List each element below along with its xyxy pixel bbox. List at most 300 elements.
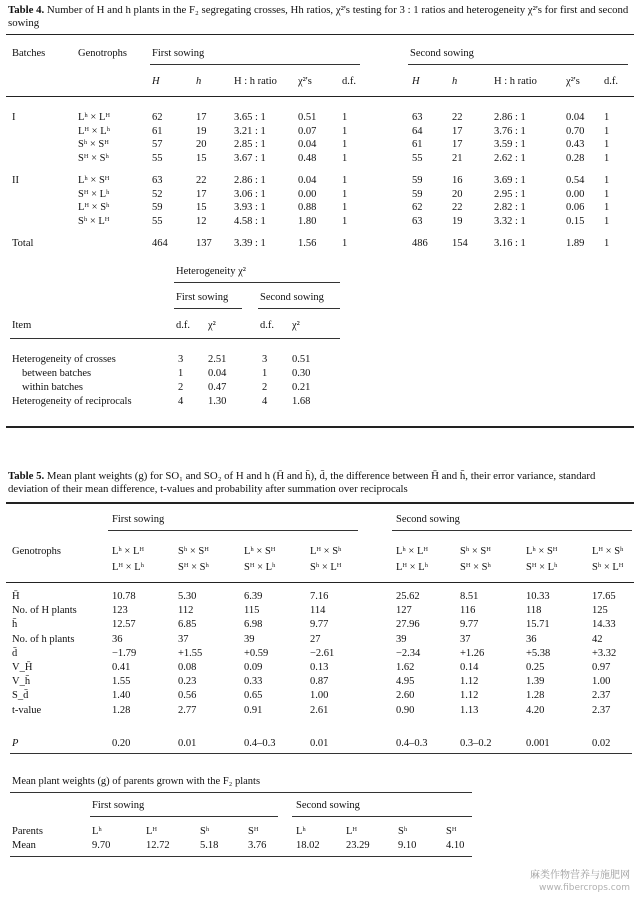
t4-first-cell: 57 [152, 139, 163, 151]
t5-row-label: S_d̄ [12, 690, 29, 702]
t4-first-cell: 1 [342, 215, 348, 227]
t5-cell: 123 [112, 605, 128, 617]
t4-total-label: Total [12, 238, 34, 249]
t5-cell: 0.90 [396, 704, 415, 716]
het-title-underline [174, 282, 340, 283]
table5-caption [8, 470, 632, 496]
het-chi-header-1: χ² [208, 320, 216, 331]
t5-genotroph-top: Lʰ × Lᴴ [396, 546, 428, 557]
t4-first-cell: 3.65 : 1 [234, 112, 266, 123]
t5-genotroph-bottom: Sᴴ × Sʰ [460, 562, 491, 573]
t4-total-first: 464 [152, 238, 168, 249]
parent-name: Lʰ [92, 826, 102, 837]
t5-second-underline [392, 530, 632, 531]
t5-cell: 1.00 [310, 690, 329, 702]
t5-cell: 1.40 [112, 690, 131, 702]
t4-first-cell: 0.88 [298, 202, 317, 214]
t5-cell: 36 [112, 633, 123, 645]
t5-p-cell: 0.3–0.2 [460, 738, 492, 749]
table4-header-rule [6, 96, 634, 97]
parents-first-sowing: First sowing [92, 800, 145, 811]
t4-second-cell: 1 [604, 139, 610, 151]
t5-cell: 116 [460, 605, 476, 617]
t4-first-cell: 62 [152, 112, 163, 123]
t4-second-cell: 16 [452, 174, 463, 186]
t4-total-second: 154 [452, 238, 468, 249]
t4-first-cell: 4.58 : 1 [234, 215, 266, 227]
mean-row-label: Mean [12, 840, 36, 851]
het-cell: 0.04 [208, 368, 227, 379]
t4-total-second: 3.16 : 1 [494, 238, 526, 249]
t4-first-cell: 61 [152, 125, 163, 137]
t4-first-cell: 2.86 : 1 [234, 174, 266, 186]
parent-name: Sᴴ [248, 826, 259, 837]
t4-second-cell: 63 [412, 215, 423, 227]
t5-genotroph-top: Lᴴ × Sʰ [592, 546, 624, 557]
t5-cell: 1.28 [526, 690, 545, 702]
t4-first-cell: 20 [196, 139, 207, 151]
t5-cell: 10.78 [112, 591, 136, 602]
t5-cell: 6.39 [244, 591, 263, 602]
t5-row-label: H̄ [12, 591, 20, 602]
het-row-label: between batches [22, 368, 92, 379]
t4-header-first-sowing: First sowing [152, 48, 205, 59]
t5-cell: 2.37 [592, 704, 611, 716]
t4-second-cell: 2.62 : 1 [494, 153, 526, 165]
t4-second-cell: 55 [412, 153, 423, 165]
t4-first-cell: 0.04 [298, 174, 317, 186]
t5-cell: 114 [310, 605, 326, 617]
t5-cell: 0.87 [310, 676, 329, 688]
t5-first-underline [108, 530, 358, 531]
table5-caption-text: Mean plant weights (g) for SO₁ and SO₂ of H and h (H̄ and h̄), d̄, the difference between H̄ and h̄, their error variance, standard deviation of their mean difference, t-values and probability after summation over reciprocals [8, 470, 596, 495]
t5-cell: 2.37 [592, 690, 611, 702]
t5-genotroph-bottom: Sʰ × Lᴴ [592, 562, 624, 573]
t5-p-cell: 0.4–0.3 [396, 738, 428, 749]
t4-second-cell: 17 [452, 125, 463, 137]
het-cell: 2.51 [208, 354, 227, 365]
t5-cell: 6.98 [244, 619, 263, 631]
t4-col-second-2: H : h ratio [494, 76, 537, 87]
t4-first-cell: 1 [342, 112, 348, 123]
t5-cell: 118 [526, 605, 542, 617]
t4-first-cell: 17 [196, 112, 207, 123]
t5-cell: −1.79 [112, 647, 137, 659]
t4-first-cell: 17 [196, 188, 207, 200]
het-cell: 3 [178, 354, 184, 365]
t5-genotroph-bottom: Sʰ × Lᴴ [310, 562, 342, 573]
t5-cell: 39 [396, 633, 407, 645]
t4-first-cell: 19 [196, 125, 207, 137]
t4-first-cell: 1 [342, 188, 348, 200]
t4-second-cell: 3.32 : 1 [494, 215, 526, 227]
t4-second-cell: 1 [604, 188, 610, 200]
t5-cell: 10.33 [526, 591, 550, 602]
t4-first-cell: 22 [196, 174, 207, 186]
het-cell: 2 [178, 382, 184, 393]
t4-second-cell: 0.70 [566, 125, 585, 137]
t5-cell: 0.13 [310, 662, 329, 673]
t4-second-cell: 0.54 [566, 174, 585, 186]
t5-cell: 4.20 [526, 704, 545, 716]
table5-label: Table 5. [8, 470, 45, 482]
t4-second-underline [408, 64, 628, 65]
t5-cell: 6.85 [178, 619, 197, 631]
t4-first-cell: 0.00 [298, 188, 317, 200]
het-df-header-2: d.f. [260, 320, 274, 331]
t4-col-second-3: χ²'s [566, 76, 580, 87]
parents-title: Mean plant weights (g) of parents grown with the F₂ plants [12, 776, 261, 787]
t5-cell: 9.77 [460, 619, 479, 631]
parents-row-label: Parents [12, 826, 43, 837]
het-cell: 1.30 [208, 396, 227, 407]
t5-genotroph-bottom: Sᴴ × Lʰ [244, 562, 276, 573]
parent-mean: 12.72 [146, 840, 170, 851]
watermark-line2: www.fibercrops.com [539, 883, 630, 893]
t5-cell: 17.65 [592, 591, 616, 602]
t5-cell: 1.13 [460, 704, 479, 716]
t4-genotroph: Sᴴ × Lʰ [78, 188, 110, 200]
t4-second-cell: 3.76 : 1 [494, 125, 526, 137]
t4-batch-label: I [12, 112, 16, 123]
t5-cell: +5.38 [526, 647, 551, 659]
parent-mean: 3.76 [248, 840, 267, 851]
het-cell: 0.21 [292, 382, 311, 393]
het-cell: 0.51 [292, 354, 311, 365]
het-cell: 3 [262, 354, 268, 365]
t5-row-label: No. of H plants [12, 605, 77, 617]
t4-second-cell: 1 [604, 174, 610, 186]
het-cell: 4 [178, 396, 184, 407]
parent-name: Lᴴ [146, 826, 158, 837]
t4-second-cell: 0.15 [566, 215, 585, 227]
t5-cell: 0.14 [460, 662, 479, 673]
t5-p-cell: 0.02 [592, 738, 611, 749]
t4-first-cell: 3.67 : 1 [234, 153, 266, 165]
t5-header-second-sowing: Second sowing [396, 514, 460, 525]
t4-first-cell: 0.51 [298, 112, 317, 123]
t4-first-cell: 12 [196, 215, 207, 227]
t4-second-cell: 3.69 : 1 [494, 174, 526, 186]
t4-second-cell: 0.04 [566, 112, 585, 123]
t4-first-cell: 52 [152, 188, 163, 200]
parents-second-sowing: Second sowing [296, 800, 360, 811]
t4-total-first: 1 [342, 238, 348, 249]
t4-total-first: 3.39 : 1 [234, 238, 266, 249]
t5-cell: 15.71 [526, 619, 550, 631]
parent-mean: 18.02 [296, 840, 320, 851]
t4-second-cell: 21 [452, 153, 463, 165]
t4-genotroph: Lᴴ × Sʰ [78, 202, 110, 214]
watermark-line1: 麻类作物营养与施肥网 [530, 870, 630, 881]
t4-first-underline [150, 64, 360, 65]
t5-cell: 25.62 [396, 591, 420, 602]
parent-name: Sᴴ [446, 826, 457, 837]
t5-cell: 2.61 [310, 704, 329, 716]
t4-col-second-0: H [412, 76, 420, 87]
t5-genotroph-bottom: Lᴴ × Lʰ [396, 562, 428, 573]
t5-cell: 127 [396, 605, 412, 617]
t5-genotroph-top: Lᴴ × Sʰ [310, 546, 342, 557]
table4-label: Table 4. [8, 4, 45, 16]
t4-second-cell: 17 [452, 139, 463, 151]
het-cell: 1.68 [292, 396, 311, 407]
t4-genotroph: Lʰ × Sᴴ [78, 174, 110, 186]
het-header-rule [10, 338, 340, 339]
het-cell: 4 [262, 396, 268, 407]
t5-cell: 0.97 [592, 662, 611, 673]
t5-genotroph-top: Lʰ × Sᴴ [244, 546, 276, 557]
t4-second-cell: 22 [452, 202, 463, 214]
t5-cell: 4.95 [396, 676, 415, 688]
parent-mean: 23.29 [346, 840, 370, 851]
t5-cell: 5.30 [178, 591, 197, 602]
t4-second-cell: 20 [452, 188, 463, 200]
t4-second-cell: 0.00 [566, 188, 585, 200]
parents-first-underline [90, 816, 278, 817]
t4-first-cell: 3.21 : 1 [234, 125, 266, 137]
t4-total-first: 1.56 [298, 238, 317, 249]
t5-row-label: No. of h plants [12, 633, 75, 645]
t5-p-cell: 0.001 [526, 738, 550, 749]
t4-second-cell: 1 [604, 215, 610, 227]
t5-cell: 9.77 [310, 619, 329, 631]
het-title: Heterogeneity χ² [176, 266, 246, 277]
watermark [530, 870, 630, 894]
parent-name: Sʰ [398, 826, 408, 837]
t5-cell: 2.60 [396, 690, 415, 702]
t5-cell: 8.51 [460, 591, 479, 602]
t5-cell: +1.26 [460, 647, 485, 659]
het-df-header-1: d.f. [176, 320, 190, 331]
t4-second-cell: 22 [452, 112, 463, 123]
t4-second-cell: 0.43 [566, 139, 585, 151]
t5-cell: 2.77 [178, 704, 197, 716]
t5-cell: 0.23 [178, 676, 197, 688]
t5-cell: −2.34 [396, 647, 421, 659]
t5-cell: 1.62 [396, 662, 415, 673]
t4-second-cell: 2.82 : 1 [494, 202, 526, 214]
t4-first-cell: 63 [152, 174, 163, 186]
t4-second-cell: 1 [604, 125, 610, 137]
t4-second-cell: 2.86 : 1 [494, 112, 526, 123]
t4-col-first-1: h [196, 76, 202, 87]
t5-cell: 112 [178, 605, 194, 617]
t4-second-cell: 3.59 : 1 [494, 139, 526, 151]
t5-cell: 0.56 [178, 690, 197, 702]
t5-cell: 39 [244, 633, 255, 645]
t5-cell: 14.33 [592, 619, 616, 631]
t4-total-second: 486 [412, 238, 428, 249]
t4-first-cell: 55 [152, 153, 163, 165]
het-first-underline [174, 308, 242, 309]
het-chi-header-2: χ² [292, 320, 300, 331]
t5-cell: 1.12 [460, 676, 479, 688]
t5-cell: 37 [460, 633, 471, 645]
t5-cell: 27 [310, 633, 321, 645]
t4-header-batches: Batches [12, 48, 46, 59]
t4-first-cell: 1 [342, 174, 348, 186]
t4-second-cell: 19 [452, 215, 463, 227]
het-row-label: within batches [22, 382, 83, 393]
t4-first-cell: 0.48 [298, 153, 317, 165]
t4-first-cell: 3.06 : 1 [234, 188, 266, 200]
t4-first-cell: 15 [196, 153, 207, 165]
t4-total-second: 1 [604, 238, 610, 249]
t4-header-second-sowing: Second sowing [410, 48, 474, 59]
t5-row-label: h̄ [12, 619, 18, 631]
parent-name: Sʰ [200, 826, 210, 837]
t5-cell: 36 [526, 633, 537, 645]
t5-header-genotrophs: Genotrophs [12, 546, 61, 557]
table4-top-rule [6, 34, 634, 35]
t5-cell: 1.28 [112, 704, 131, 716]
t5-genotroph-bottom: Sᴴ × Lʰ [526, 562, 558, 573]
t4-second-cell: 2.95 : 1 [494, 188, 526, 200]
t4-second-cell: 62 [412, 202, 423, 214]
parent-mean: 9.10 [398, 840, 417, 851]
het-item-header: Item [12, 320, 32, 331]
parents-top-rule [10, 792, 472, 793]
t4-second-cell: 64 [412, 125, 423, 137]
t5-row-label: t-value [12, 704, 42, 716]
t5-cell: 0.33 [244, 676, 263, 688]
t4-second-cell: 61 [412, 139, 423, 151]
parent-name: Lʰ [296, 826, 306, 837]
t4-first-cell: 55 [152, 215, 163, 227]
t4-second-cell: 1 [604, 112, 610, 123]
t5-cell: 125 [592, 605, 608, 617]
table4-bottom-rule [6, 426, 634, 428]
t4-genotroph: Sʰ × Lᴴ [78, 215, 110, 227]
t5-cell: −2.61 [310, 647, 335, 659]
t4-genotroph: Lʰ × Lᴴ [78, 112, 110, 123]
t5-cell: 0.41 [112, 662, 131, 673]
het-row-label: Heterogeneity of reciprocals [12, 396, 132, 407]
t5-cell: 12.57 [112, 619, 136, 631]
t4-first-cell: 1 [342, 125, 348, 137]
het-cell: 0.47 [208, 382, 227, 393]
t5-cell: 1.00 [592, 676, 611, 688]
t4-second-cell: 1 [604, 153, 610, 165]
t4-first-cell: 0.07 [298, 125, 317, 137]
t4-second-cell: 59 [412, 188, 423, 200]
t4-col-second-4: d.f. [604, 76, 618, 87]
t5-genotroph-top: Sʰ × Sᴴ [460, 546, 491, 557]
t5-p-cell: 0.4–0.3 [244, 738, 276, 749]
t4-first-cell: 2.85 : 1 [234, 139, 266, 151]
t5-cell: 1.55 [112, 676, 131, 688]
t4-second-cell: 0.06 [566, 202, 585, 214]
t5-cell: 27.96 [396, 619, 420, 631]
t4-second-cell: 1 [604, 202, 610, 214]
t4-total-second: 1.89 [566, 238, 585, 249]
t5-cell: 0.25 [526, 662, 545, 673]
het-cell: 2 [262, 382, 268, 393]
t4-col-first-0: H [152, 76, 160, 87]
parent-mean: 4.10 [446, 840, 465, 851]
t4-col-first-4: d.f. [342, 76, 356, 87]
t4-first-cell: 1 [342, 202, 348, 214]
t5-header-first-sowing: First sowing [112, 514, 165, 525]
t5-p-cell: 0.01 [310, 738, 329, 749]
parent-mean: 9.70 [92, 840, 111, 851]
t4-header-genotrophs: Genotrophs [78, 48, 127, 59]
parents-bottom-rule [10, 856, 472, 857]
t4-total-first: 137 [196, 238, 212, 249]
t4-genotroph: Sʰ × Sᴴ [78, 139, 109, 151]
het-cell: 1 [262, 368, 268, 379]
t5-genotroph-bottom: Sᴴ × Sʰ [178, 562, 209, 573]
t5-genotroph-top: Lʰ × Sᴴ [526, 546, 558, 557]
het-second-sowing: Second sowing [260, 292, 324, 303]
t5-row-label: d̄ [12, 647, 18, 659]
t5-cell: 0.65 [244, 690, 263, 702]
t5-cell: 42 [592, 633, 603, 645]
t5-cell: +0.59 [244, 647, 269, 659]
t4-second-cell: 0.28 [566, 153, 585, 165]
t4-first-cell: 59 [152, 202, 163, 214]
t4-second-cell: 63 [412, 112, 423, 123]
t4-first-cell: 15 [196, 202, 207, 214]
het-cell: 0.30 [292, 368, 311, 379]
t4-first-cell: 1.80 [298, 215, 317, 227]
t5-p-label: P [12, 738, 19, 749]
t4-first-cell: 1 [342, 139, 348, 151]
t5-cell: 37 [178, 633, 189, 645]
t4-batch-label: II [12, 174, 19, 186]
t4-first-cell: 1 [342, 153, 348, 165]
t5-genotroph-top: Sʰ × Sᴴ [178, 546, 209, 557]
t5-row-label: V_H̄ [12, 662, 33, 673]
t4-col-first-2: H : h ratio [234, 76, 277, 87]
table5-top-rule [6, 502, 634, 504]
t5-cell: 0.91 [244, 704, 263, 716]
t5-cell: 7.16 [310, 591, 329, 602]
table5-bottom-rule [10, 753, 632, 754]
t4-first-cell: 0.04 [298, 139, 317, 151]
t5-cell: 115 [244, 605, 260, 617]
t4-genotroph: Sᴴ × Sʰ [78, 153, 109, 165]
t5-cell: 0.09 [244, 662, 263, 673]
t4-second-cell: 59 [412, 174, 423, 186]
het-cell: 1 [178, 368, 184, 379]
t5-cell: 0.08 [178, 662, 197, 673]
parents-second-underline [292, 816, 472, 817]
t5-cell: 1.12 [460, 690, 479, 702]
t5-cell: +3.32 [592, 647, 617, 659]
t5-p-cell: 0.01 [178, 738, 197, 749]
t5-p-cell: 0.20 [112, 738, 131, 749]
t4-col-second-1: h [452, 76, 458, 87]
t5-genotroph-top: Lʰ × Lᴴ [112, 546, 144, 557]
het-row-label: Heterogeneity of crosses [12, 354, 116, 365]
t4-first-cell: 3.93 : 1 [234, 202, 266, 214]
t5-genotroph-bottom: Lᴴ × Lʰ [112, 562, 144, 573]
t5-row-label: V_h̄ [12, 676, 31, 688]
parent-name: Lᴴ [346, 826, 358, 837]
t5-cell: 1.39 [526, 676, 545, 688]
parent-mean: 5.18 [200, 840, 219, 851]
table5-header-rule [6, 582, 634, 583]
het-second-underline [258, 308, 340, 309]
het-first-sowing: First sowing [176, 292, 229, 303]
t4-genotroph: Lᴴ × Lʰ [78, 125, 110, 137]
table4-caption-text: Number of H and h plants in the F₂ segregating crosses, Hh ratios, χ²'s testing for 3 : 1 ratios and heterogeneity χ²'s for first and second sowing [8, 4, 629, 29]
table4-caption [8, 4, 632, 30]
t4-col-first-3: χ²'s [298, 76, 312, 87]
t5-cell: +1.55 [178, 647, 203, 659]
